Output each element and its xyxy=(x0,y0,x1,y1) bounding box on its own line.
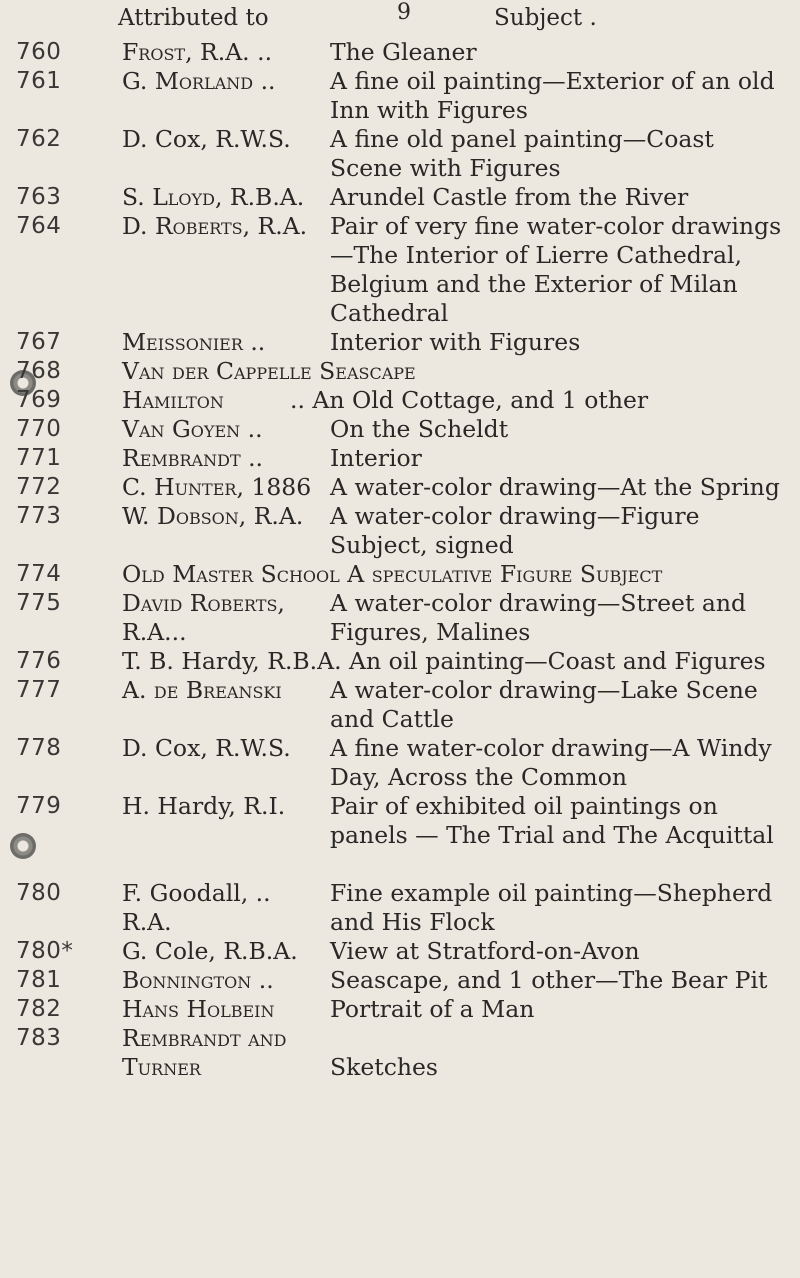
attributed-to: H. Hardy, R.I. xyxy=(122,792,286,820)
lot-number: 761 xyxy=(16,68,62,94)
subject: A water-color drawing—Figure Subject, signed xyxy=(330,502,700,559)
lot-number: 762 xyxy=(16,126,62,152)
subject: A water-color drawing—Street and Figures, Malines xyxy=(330,589,747,646)
lot-number: 782 xyxy=(16,996,62,1022)
lot-number: 776 xyxy=(16,648,62,674)
page-number: 9 xyxy=(397,0,411,25)
lot-number: 771 xyxy=(16,445,62,471)
attributed-to: D. Roberts, R.A. xyxy=(122,212,308,240)
subject: A water-color drawing—At the Spring xyxy=(330,473,780,501)
attributed-to: D. Cox, R.W.S. xyxy=(122,125,291,153)
lot-number: 779 xyxy=(16,793,62,819)
attributed-to: C. Hunter, 1886 xyxy=(122,473,312,501)
attributed-to: Van der Cappelle Seascape xyxy=(122,357,416,385)
lot-number: 775 xyxy=(16,590,62,616)
subject: Interior xyxy=(330,444,422,472)
attributed-to: G. Morland .. xyxy=(122,67,276,95)
subject: Seascape, and 1 other—The Bear Pit xyxy=(330,966,768,994)
lot-number: 778 xyxy=(16,735,62,761)
header-subject: Subject . xyxy=(494,5,597,31)
attributed-to: Rembrandt and Turner xyxy=(122,1024,287,1081)
subject: A fine old panel painting—Coast Scene with Figures xyxy=(330,125,714,182)
attributed-to: Van Goyen .. xyxy=(122,415,263,443)
attributed-to: Hans Holbein xyxy=(122,995,275,1023)
subject: A fine oil painting—Exterior of an old Inn with Figures xyxy=(330,67,775,124)
attributed-to: Rembrandt .. xyxy=(122,444,264,472)
subject: Portrait of a Man xyxy=(330,995,535,1023)
lot-number: 764 xyxy=(16,213,62,239)
lot-number: 773 xyxy=(16,503,62,529)
attributed-to: David Roberts, R.A... xyxy=(122,589,285,646)
lot-number: 770 xyxy=(16,416,62,442)
attributed-to: Old Master School A speculative Figure Subject xyxy=(122,560,663,588)
attributed-to: T. B. Hardy, R.B.A. An oil painting—Coast and Figures xyxy=(122,647,766,675)
lot-number: 767 xyxy=(16,329,62,355)
attributed-to: S. Lloyd, R.B.A. xyxy=(122,183,305,211)
header-attributed: Attributed to xyxy=(118,5,269,31)
attributed-to: Hamilton xyxy=(122,386,224,414)
attributed-to: G. Cole, R.B.A. xyxy=(122,937,298,965)
lot-number: 772 xyxy=(16,474,62,500)
lot-number: 781 xyxy=(16,967,62,993)
attributed-to: A. de Breanski xyxy=(122,676,282,704)
binding-hole-bottom xyxy=(10,833,36,859)
subject: View at Stratford-on-Avon xyxy=(330,937,640,965)
attributed-to: W. Dobson, R.A. xyxy=(122,502,304,530)
attributed-to: F. Goodall, .. R.A. xyxy=(122,879,271,936)
lot-number: 769 xyxy=(16,387,62,413)
subject: A fine water-color drawing—A Windy Day, Across the Common xyxy=(330,734,772,791)
lot-number: 780* xyxy=(16,938,74,964)
attributed-to: D. Cox, R.W.S. xyxy=(122,734,291,762)
attributed-to: Bonnington .. xyxy=(122,966,274,994)
subject: Pair of very fine water-color drawings —The Interior of Lierre Cathedral, Belgium and the Exterior of Milan Cathedral xyxy=(330,212,782,327)
subject: Pair of exhibited oil paintings on panels — The Trial and The Acquittal xyxy=(330,792,774,849)
subject: Sketches xyxy=(330,1053,438,1081)
subject: On the Scheldt xyxy=(330,415,509,443)
lot-number: 768 xyxy=(16,358,62,384)
subject: .. An Old Cottage, and 1 other xyxy=(290,386,649,414)
lot-number: 783 xyxy=(16,1025,62,1051)
lot-number: 760 xyxy=(16,39,62,65)
subject: Arundel Castle from the River xyxy=(330,183,689,211)
subject: A water-color drawing—Lake Scene and Cattle xyxy=(330,676,758,733)
lot-number: 763 xyxy=(16,184,62,210)
attributed-to: Meissonier .. xyxy=(122,328,266,356)
subject: The Gleaner xyxy=(330,38,477,66)
lot-number: 774 xyxy=(16,561,62,587)
lot-number: 780 xyxy=(16,880,62,906)
lot-number: 777 xyxy=(16,677,62,703)
subject: Interior with Figures xyxy=(330,328,581,356)
subject: Fine example oil painting—Shepherd and His Flock xyxy=(330,879,773,936)
attributed-to: Frost, R.A. .. xyxy=(122,38,273,66)
